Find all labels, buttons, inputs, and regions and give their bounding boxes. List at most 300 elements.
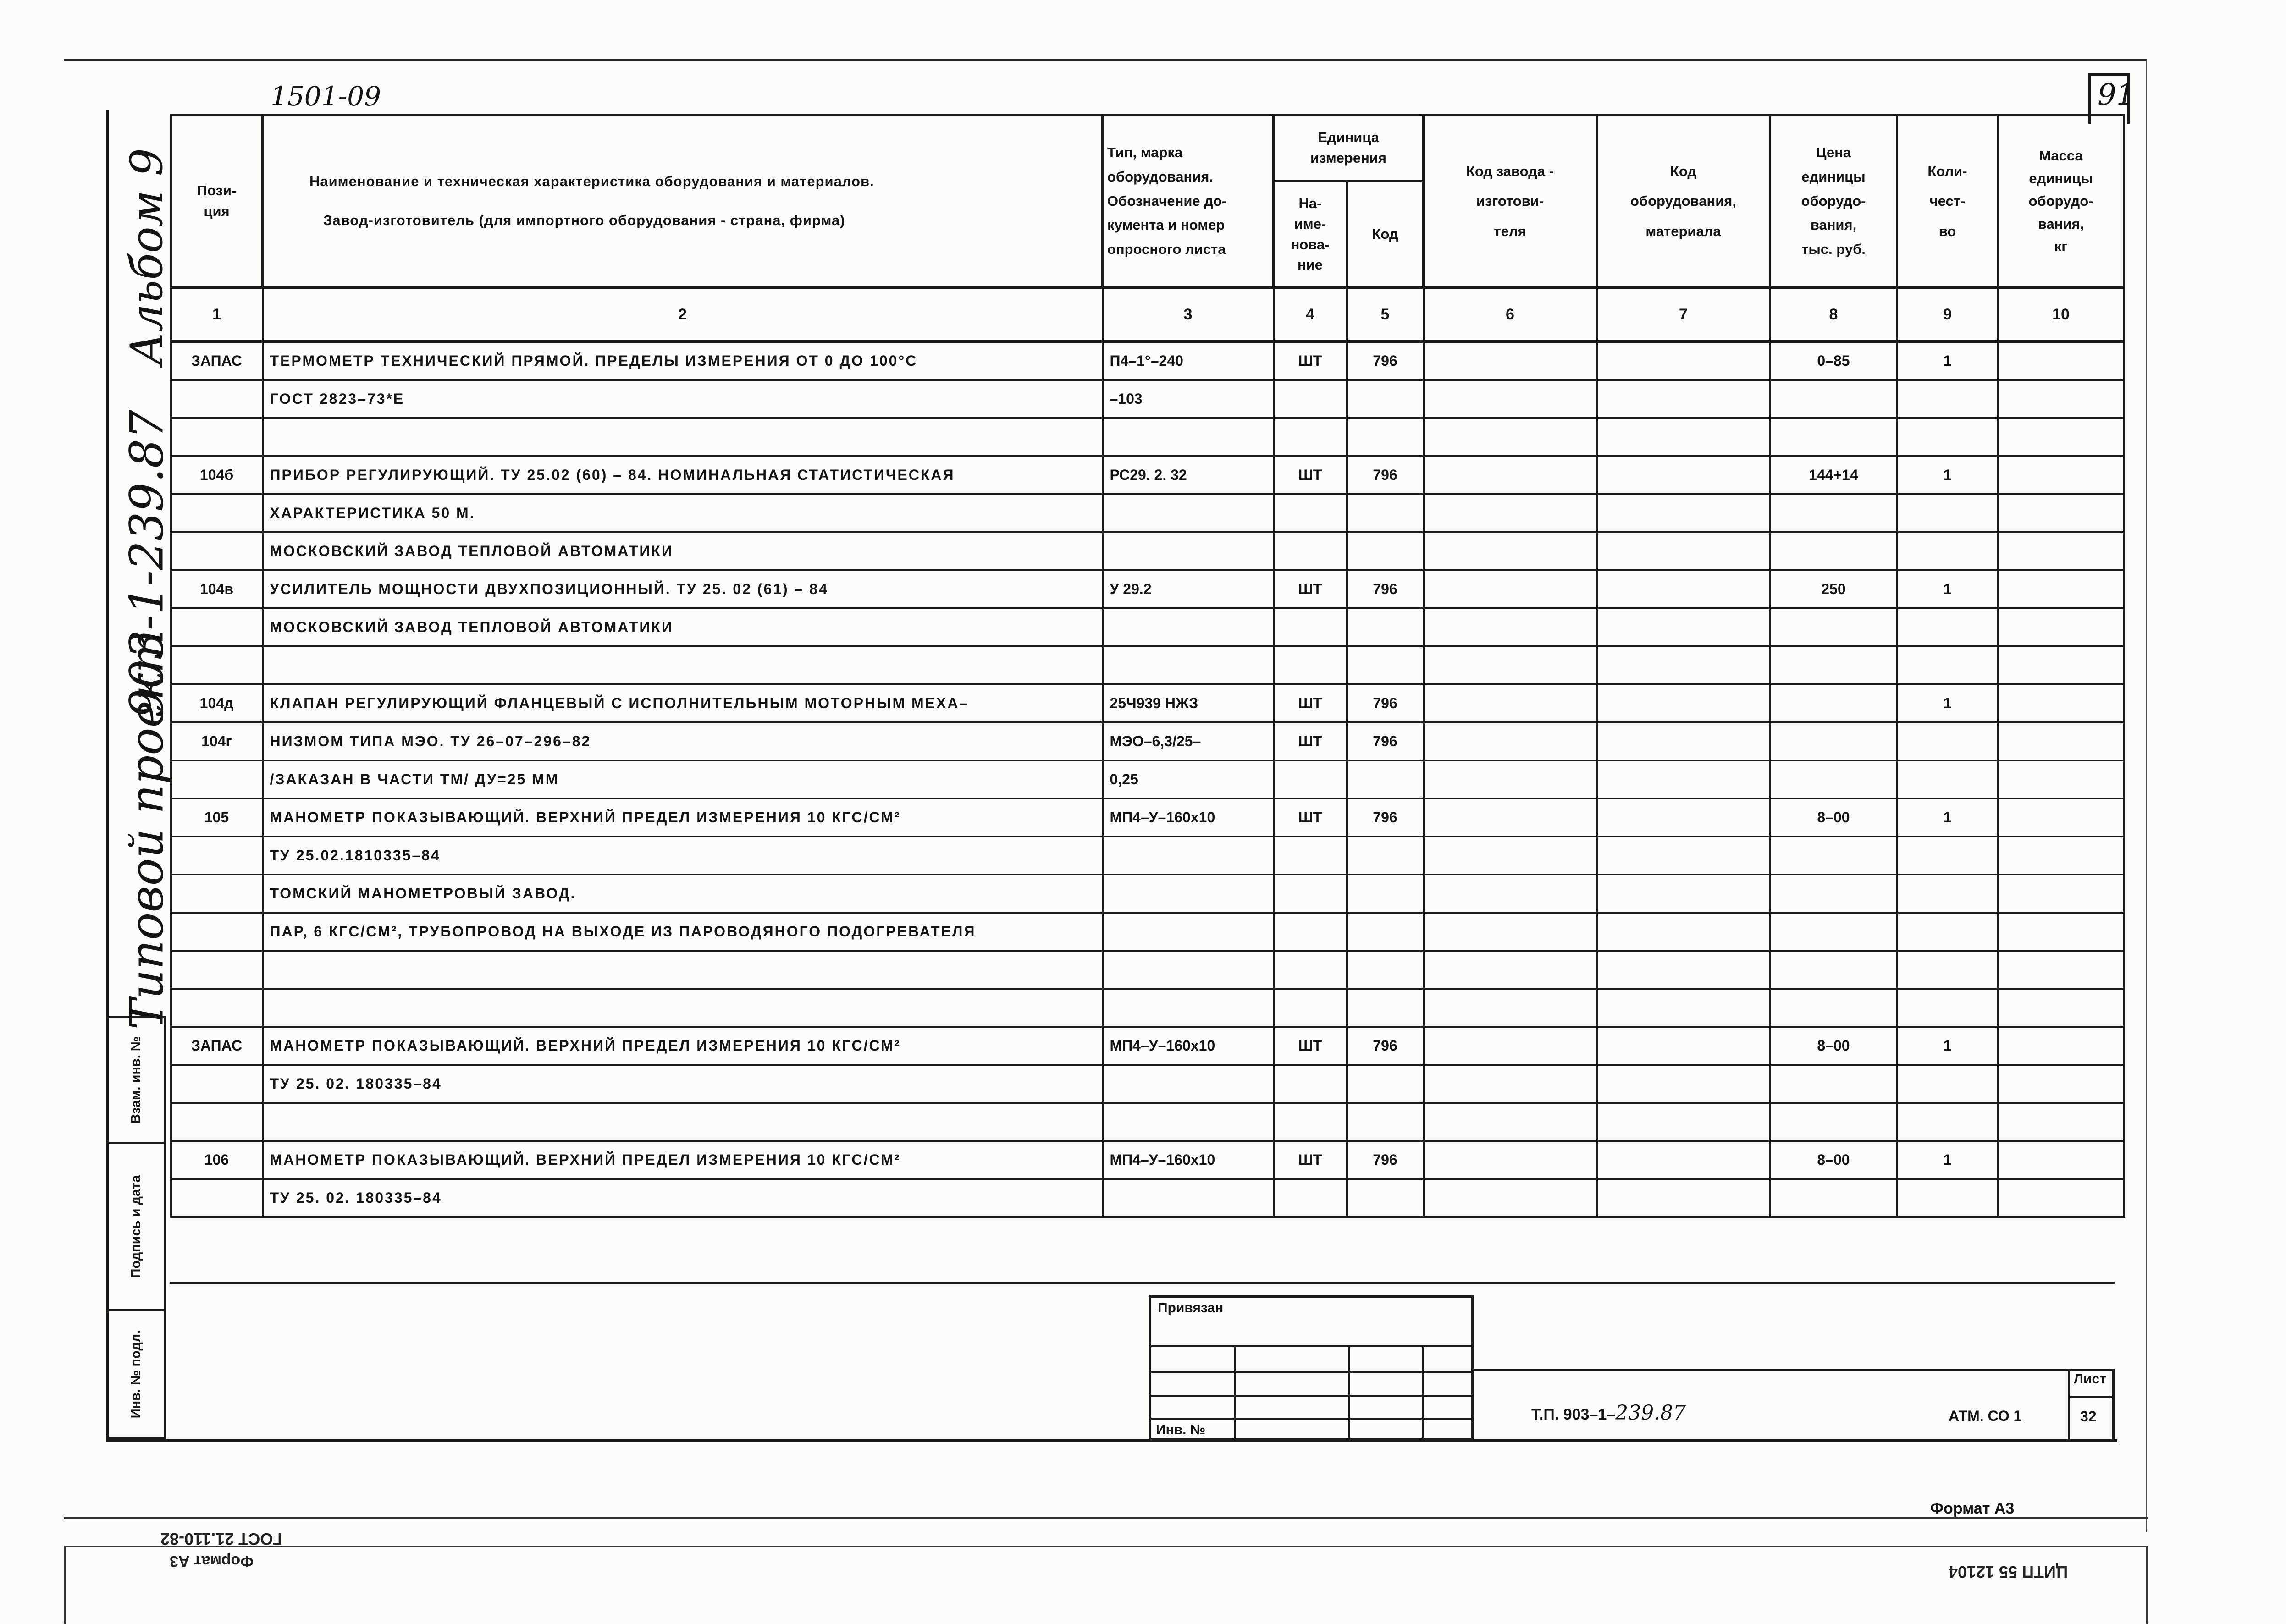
row-mass — [1998, 875, 2124, 913]
bound-label: Привязан — [1158, 1300, 1224, 1316]
row-mass — [1998, 989, 2124, 1027]
row-type: П4–1°–240 — [1103, 341, 1274, 380]
row-qty — [1897, 1103, 1998, 1141]
row-type — [1103, 646, 1274, 684]
row-description: ПАР, 6 КГС/СМ², ТРУБОПРОВОД НА ВЫХОДЕ ИЗ ПАРОВОДЯНОГО ПОДОГРЕВАТЕЛЯ — [263, 913, 1103, 951]
sheet-box — [2068, 1369, 2115, 1439]
row-qty — [1897, 1065, 1998, 1103]
header-price: Цена единицы оборудо- вания, тыс. руб. — [1770, 115, 1897, 288]
header-equip-code: Код оборудования, материала — [1597, 115, 1770, 288]
row-qty — [1897, 951, 1998, 989]
header-unit: Единица измерения — [1274, 115, 1424, 182]
table-row — [171, 1027, 2124, 1065]
row-unit-code — [1347, 1103, 1424, 1141]
table-row — [171, 1141, 2124, 1179]
row-mass — [1998, 1103, 2124, 1141]
row-unit-code: 796 — [1347, 1141, 1424, 1179]
column-number-row — [171, 288, 2124, 342]
row-qty: 1 — [1897, 1141, 1998, 1179]
column-number: 7 — [1597, 288, 1770, 342]
row-description — [263, 646, 1103, 684]
row-position — [171, 1103, 263, 1141]
row-unit — [1274, 837, 1347, 875]
row-mass — [1998, 341, 2124, 380]
row-unit — [1274, 1065, 1347, 1103]
row-qty — [1897, 989, 1998, 1027]
row-position: 104в — [171, 570, 263, 608]
row-maker-code — [1424, 875, 1597, 913]
row-equip-code — [1597, 684, 1770, 722]
row-position — [171, 646, 263, 684]
row-price: 8–00 — [1770, 798, 1897, 837]
header-position: Пози- ция — [171, 115, 263, 288]
row-unit-code — [1347, 837, 1424, 875]
row-type: МП4–У–160х10 — [1103, 1027, 1274, 1065]
row-equip-code — [1597, 913, 1770, 951]
table-row — [171, 684, 2124, 722]
mirrored-format: Формат А3 — [170, 1552, 254, 1570]
bound-vline — [1348, 1345, 1350, 1442]
row-price — [1770, 913, 1897, 951]
row-equip-code — [1597, 608, 1770, 646]
table-row — [171, 341, 2124, 380]
row-price — [1770, 722, 1897, 760]
table-row — [171, 951, 2124, 989]
row-price: 0–85 — [1770, 341, 1897, 380]
header-type: Тип, марка оборудования. Обозначение до- кумента и номер опросного листа — [1103, 115, 1274, 288]
side-album-note: Альбом 9 — [121, 148, 172, 365]
row-qty: 1 — [1897, 684, 1998, 722]
row-description — [263, 989, 1103, 1027]
header-name: Наименование и техническая характеристика оборудования и материалов. Завод-изготовитель (для импортного оборудования - страна, фирма) — [263, 115, 1103, 288]
row-mass — [1998, 494, 2124, 532]
table-row — [171, 875, 2124, 913]
top-left-note: 1501-09 — [271, 81, 381, 112]
row-price: 8–00 — [1770, 1027, 1897, 1065]
row-unit-code — [1347, 1065, 1424, 1103]
row-maker-code — [1424, 913, 1597, 951]
row-price — [1770, 1065, 1897, 1103]
row-unit — [1274, 989, 1347, 1027]
row-equip-code — [1597, 1179, 1770, 1217]
row-equip-code — [1597, 456, 1770, 494]
row-qty: 1 — [1897, 341, 1998, 380]
row-type: РС29. 2. 32 — [1103, 456, 1274, 494]
row-unit — [1274, 418, 1347, 456]
side-project-code: 903-1-239.87 — [120, 410, 174, 718]
row-mass — [1998, 570, 2124, 608]
row-price: 144+14 — [1770, 456, 1897, 494]
row-position: ЗАПАС — [171, 341, 263, 380]
row-unit — [1274, 532, 1347, 570]
row-description: ТОМСКИЙ МАНОМЕТРОВЫЙ ЗАВОД. — [263, 875, 1103, 913]
row-mass — [1998, 418, 2124, 456]
row-position — [171, 760, 263, 798]
row-equip-code — [1597, 722, 1770, 760]
row-description: ХАРАКТЕРИСТИКА 50 М. — [263, 494, 1103, 532]
table-row — [171, 1103, 2124, 1141]
row-unit — [1274, 875, 1347, 913]
row-maker-code — [1424, 1103, 1597, 1141]
row-qty: 1 — [1897, 798, 1998, 837]
row-maker-code — [1424, 418, 1597, 456]
row-unit: ШТ — [1274, 684, 1347, 722]
row-maker-code — [1424, 608, 1597, 646]
row-maker-code — [1424, 1179, 1597, 1217]
column-number: 5 — [1347, 288, 1424, 342]
row-maker-code — [1424, 798, 1597, 837]
row-position — [171, 875, 263, 913]
bottom-sheet-line — [64, 1517, 2148, 1519]
row-equip-code — [1597, 951, 1770, 989]
row-unit: ШТ — [1274, 456, 1347, 494]
row-price — [1770, 684, 1897, 722]
row-unit-code — [1347, 532, 1424, 570]
row-equip-code — [1597, 798, 1770, 837]
doc-code — [1531, 1401, 1686, 1425]
row-equip-code — [1597, 646, 1770, 684]
row-position: 105 — [171, 798, 263, 837]
row-maker-code — [1424, 570, 1597, 608]
side-box-label: Взам. инв. № — [128, 1036, 144, 1124]
row-position — [171, 532, 263, 570]
row-position — [171, 418, 263, 456]
side-box-replacement — [106, 1016, 166, 1144]
row-position: ЗАПАС — [171, 1027, 263, 1065]
row-unit-code — [1347, 1179, 1424, 1217]
table-row — [171, 646, 2124, 684]
row-maker-code — [1424, 760, 1597, 798]
row-unit-code: 796 — [1347, 798, 1424, 837]
title-block — [1472, 1369, 2115, 1439]
row-equip-code — [1597, 1065, 1770, 1103]
format-label: Формат А3 — [1930, 1500, 2015, 1517]
row-qty: 1 — [1897, 570, 1998, 608]
column-number: 9 — [1897, 288, 1998, 342]
row-maker-code — [1424, 380, 1597, 418]
row-unit — [1274, 608, 1347, 646]
mirrored-strip-border — [64, 1546, 2148, 1624]
lower-rule — [170, 1282, 2115, 1284]
row-price — [1770, 380, 1897, 418]
row-description: КЛАПАН РЕГУЛИРУЮЩИЙ ФЛАНЦЕВЫЙ С ИСПОЛНИТЕЛЬНЫМ МОТОРНЫМ МЕХА– — [263, 684, 1103, 722]
row-qty — [1897, 722, 1998, 760]
row-description — [263, 951, 1103, 989]
row-qty — [1897, 380, 1998, 418]
table-row — [171, 380, 2124, 418]
row-equip-code — [1597, 1103, 1770, 1141]
table-row — [171, 837, 2124, 875]
row-position — [171, 494, 263, 532]
row-position: 104б — [171, 456, 263, 494]
row-description: НИЗМОМ ТИПА МЭО. ТУ 26–07–296–82 — [263, 722, 1103, 760]
mirrored-gost: ГОСТ 21.110-82 — [160, 1530, 282, 1548]
row-unit-code — [1347, 418, 1424, 456]
row-type — [1103, 913, 1274, 951]
header-unit-name: На- име- нова- ние — [1274, 182, 1347, 288]
column-number: 10 — [1998, 288, 2124, 342]
row-mass — [1998, 532, 2124, 570]
row-unit — [1274, 760, 1347, 798]
mirrored-cipher: ЦИТП 55 12104 — [1949, 1563, 2068, 1581]
row-qty — [1897, 494, 1998, 532]
row-maker-code — [1424, 1027, 1597, 1065]
column-number: 3 — [1103, 288, 1274, 342]
row-type — [1103, 494, 1274, 532]
table-row — [171, 760, 2124, 798]
row-description: ТУ 25. 02. 180335–84 — [263, 1065, 1103, 1103]
table-row — [171, 494, 2124, 532]
row-maker-code — [1424, 646, 1597, 684]
row-price — [1770, 1179, 1897, 1217]
row-mass — [1998, 913, 2124, 951]
row-description: ТУ 25.02.1810335–84 — [263, 837, 1103, 875]
row-mass — [1998, 837, 2124, 875]
row-equip-code — [1597, 570, 1770, 608]
row-mass — [1998, 1141, 2124, 1179]
row-type — [1103, 418, 1274, 456]
row-mass — [1998, 646, 2124, 684]
row-unit — [1274, 913, 1347, 951]
row-type — [1103, 837, 1274, 875]
sheet-divider — [2070, 1396, 2115, 1398]
row-unit — [1274, 1179, 1347, 1217]
row-type — [1103, 1065, 1274, 1103]
row-price — [1770, 646, 1897, 684]
row-position: 104д — [171, 684, 263, 722]
row-position — [171, 837, 263, 875]
row-unit — [1274, 494, 1347, 532]
row-description: ПРИБОР РЕГУЛИРУЮЩИЙ. ТУ 25.02 (60) – 84. НОМИНАЛЬНАЯ СТАТИСТИЧЕСКАЯ — [263, 456, 1103, 494]
row-equip-code — [1597, 875, 1770, 913]
table-row — [171, 798, 2124, 837]
inv-label: Инв. № — [1156, 1422, 1206, 1437]
row-mass — [1998, 798, 2124, 837]
row-unit-code — [1347, 494, 1424, 532]
side-project-label: Типовой проект — [120, 629, 174, 1030]
table-row — [171, 722, 2124, 760]
row-price — [1770, 760, 1897, 798]
table-row — [171, 1179, 2124, 1217]
row-price — [1770, 875, 1897, 913]
row-price — [1770, 418, 1897, 456]
side-box-original — [106, 1309, 166, 1439]
row-unit — [1274, 951, 1347, 989]
table-row — [171, 418, 2124, 456]
row-equip-code — [1597, 1141, 1770, 1179]
row-type: МЭО–6,3/25– — [1103, 722, 1274, 760]
row-equip-code — [1597, 760, 1770, 798]
header-qty: Коли- чест- во — [1897, 115, 1998, 288]
row-maker-code — [1424, 532, 1597, 570]
row-mass — [1998, 1065, 2124, 1103]
row-qty — [1897, 837, 1998, 875]
row-unit: ШТ — [1274, 570, 1347, 608]
row-description: ТЕРМОМЕТР ТЕХНИЧЕСКИЙ ПРЯМОЙ. ПРЕДЕЛЫ ИЗМЕРЕНИЯ ОТ 0 ДО 100°С — [263, 341, 1103, 380]
row-type: МП4–У–160х10 — [1103, 1141, 1274, 1179]
row-position — [171, 380, 263, 418]
specification-table — [170, 114, 2125, 1218]
row-type: 0,25 — [1103, 760, 1274, 798]
row-description: ГОСТ 2823–73*Е — [263, 380, 1103, 418]
row-type — [1103, 608, 1274, 646]
column-number: 6 — [1424, 288, 1597, 342]
row-maker-code — [1424, 1065, 1597, 1103]
doc-code-handwritten: 239.87 — [1615, 1401, 1686, 1425]
row-mass — [1998, 684, 2124, 722]
bound-vline — [1234, 1345, 1236, 1442]
row-qty — [1897, 608, 1998, 646]
row-qty — [1897, 418, 1998, 456]
row-equip-code — [1597, 837, 1770, 875]
table-row — [171, 989, 2124, 1027]
row-position — [171, 951, 263, 989]
row-position — [171, 913, 263, 951]
row-description — [263, 1103, 1103, 1141]
row-unit-code — [1347, 646, 1424, 684]
bound-stamp — [1149, 1295, 1474, 1440]
row-qty — [1897, 875, 1998, 913]
row-type — [1103, 951, 1274, 989]
row-price — [1770, 951, 1897, 989]
row-unit — [1274, 1103, 1347, 1141]
row-price — [1770, 837, 1897, 875]
row-description: ТУ 25. 02. 180335–84 — [263, 1179, 1103, 1217]
row-description: /ЗАКАЗАН В ЧАСТИ ТМ/ ДУ=25 ММ — [263, 760, 1103, 798]
row-maker-code — [1424, 494, 1597, 532]
side-box-label: Инв. № подл. — [128, 1330, 144, 1419]
header-mass: Масса единицы оборудо- вания, кг — [1998, 115, 2124, 288]
row-equip-code — [1597, 1027, 1770, 1065]
row-mass — [1998, 608, 2124, 646]
row-qty — [1897, 532, 1998, 570]
column-number: 1 — [171, 288, 263, 342]
row-type: 25Ч939 НЖЗ — [1103, 684, 1274, 722]
row-unit: ШТ — [1274, 722, 1347, 760]
row-description: УСИЛИТЕЛЬ МОЩНОСТИ ДВУХПОЗИЦИОННЫЙ. ТУ 25. 02 (61) – 84 — [263, 570, 1103, 608]
row-unit-code — [1347, 989, 1424, 1027]
row-type: –103 — [1103, 380, 1274, 418]
row-equip-code — [1597, 418, 1770, 456]
side-box-label: Подпись и дата — [128, 1175, 144, 1278]
row-unit — [1274, 380, 1347, 418]
row-unit-code — [1347, 608, 1424, 646]
table-row — [171, 608, 2124, 646]
row-unit-code — [1347, 875, 1424, 913]
row-price: 250 — [1770, 570, 1897, 608]
header-unit-code: Код — [1347, 182, 1424, 288]
row-unit-code: 796 — [1347, 722, 1424, 760]
row-mass — [1998, 380, 2124, 418]
row-price: 8–00 — [1770, 1141, 1897, 1179]
row-description: МАНОМЕТР ПОКАЗЫВАЮЩИЙ. ВЕРХНИЙ ПРЕДЕЛ ИЗМЕРЕНИЯ 10 КГС/СМ² — [263, 1141, 1103, 1179]
row-unit-code: 796 — [1347, 1027, 1424, 1065]
row-qty — [1897, 913, 1998, 951]
sheet-label: Лист — [2074, 1371, 2106, 1387]
bound-vline — [1422, 1345, 1424, 1442]
row-unit: ШТ — [1274, 1027, 1347, 1065]
row-qty: 1 — [1897, 1027, 1998, 1065]
row-position: 106 — [171, 1141, 263, 1179]
table-row — [171, 913, 2124, 951]
row-position — [171, 989, 263, 1027]
header-maker-code: Код завода - изготови- теля — [1424, 115, 1597, 288]
row-unit-code: 796 — [1347, 684, 1424, 722]
row-type — [1103, 1179, 1274, 1217]
row-type — [1103, 532, 1274, 570]
row-equip-code — [1597, 494, 1770, 532]
row-position — [171, 1179, 263, 1217]
sheet-number: 32 — [2080, 1408, 2097, 1425]
table-row — [171, 570, 2124, 608]
row-mass — [1998, 456, 2124, 494]
row-equip-code — [1597, 341, 1770, 380]
row-maker-code — [1424, 722, 1597, 760]
row-description: МАНОМЕТР ПОКАЗЫВАЮЩИЙ. ВЕРХНИЙ ПРЕДЕЛ ИЗМЕРЕНИЯ 10 КГС/СМ² — [263, 1027, 1103, 1065]
row-mass — [1998, 722, 2124, 760]
column-number: 2 — [263, 288, 1103, 342]
row-qty — [1897, 1179, 1998, 1217]
row-maker-code — [1424, 684, 1597, 722]
row-mass — [1998, 760, 2124, 798]
row-position — [171, 608, 263, 646]
row-maker-code — [1424, 989, 1597, 1027]
column-number: 4 — [1274, 288, 1347, 342]
row-mass — [1998, 1179, 2124, 1217]
row-qty — [1897, 646, 1998, 684]
row-price — [1770, 989, 1897, 1027]
row-qty: 1 — [1897, 456, 1998, 494]
row-unit: ШТ — [1274, 341, 1347, 380]
row-mass — [1998, 951, 2124, 989]
row-equip-code — [1597, 532, 1770, 570]
row-unit: ШТ — [1274, 1141, 1347, 1179]
row-equip-code — [1597, 989, 1770, 1027]
row-type — [1103, 875, 1274, 913]
row-maker-code — [1424, 951, 1597, 989]
row-description: МАНОМЕТР ПОКАЗЫВАЮЩИЙ. ВЕРХНИЙ ПРЕДЕЛ ИЗМЕРЕНИЯ 10 КГС/СМ² — [263, 798, 1103, 837]
row-unit-code: 796 — [1347, 570, 1424, 608]
table-row — [171, 456, 2124, 494]
table-row — [171, 532, 2124, 570]
page-number-handwritten: 91 — [2098, 78, 2135, 112]
row-type: У 29.2 — [1103, 570, 1274, 608]
row-type: МП4–У–160х10 — [1103, 798, 1274, 837]
row-maker-code — [1424, 1141, 1597, 1179]
row-unit-code — [1347, 760, 1424, 798]
row-type — [1103, 989, 1274, 1027]
row-maker-code — [1424, 456, 1597, 494]
row-price — [1770, 494, 1897, 532]
row-price — [1770, 608, 1897, 646]
table-row — [171, 1065, 2124, 1103]
row-description — [263, 418, 1103, 456]
row-qty — [1897, 760, 1998, 798]
row-description: МОСКОВСКИЙ ЗАВОД ТЕПЛОВОЙ АВТОМАТИКИ — [263, 532, 1103, 570]
row-price — [1770, 1103, 1897, 1141]
row-position: 104г — [171, 722, 263, 760]
row-unit: ШТ — [1274, 798, 1347, 837]
row-position — [171, 1065, 263, 1103]
row-maker-code — [1424, 837, 1597, 875]
row-mass — [1998, 1027, 2124, 1065]
row-price — [1770, 532, 1897, 570]
column-number: 8 — [1770, 288, 1897, 342]
doc-code-printed: Т.П. 903–1– — [1531, 1406, 1616, 1423]
row-unit — [1274, 646, 1347, 684]
row-unit-code: 796 — [1347, 341, 1424, 380]
row-unit-code — [1347, 951, 1424, 989]
